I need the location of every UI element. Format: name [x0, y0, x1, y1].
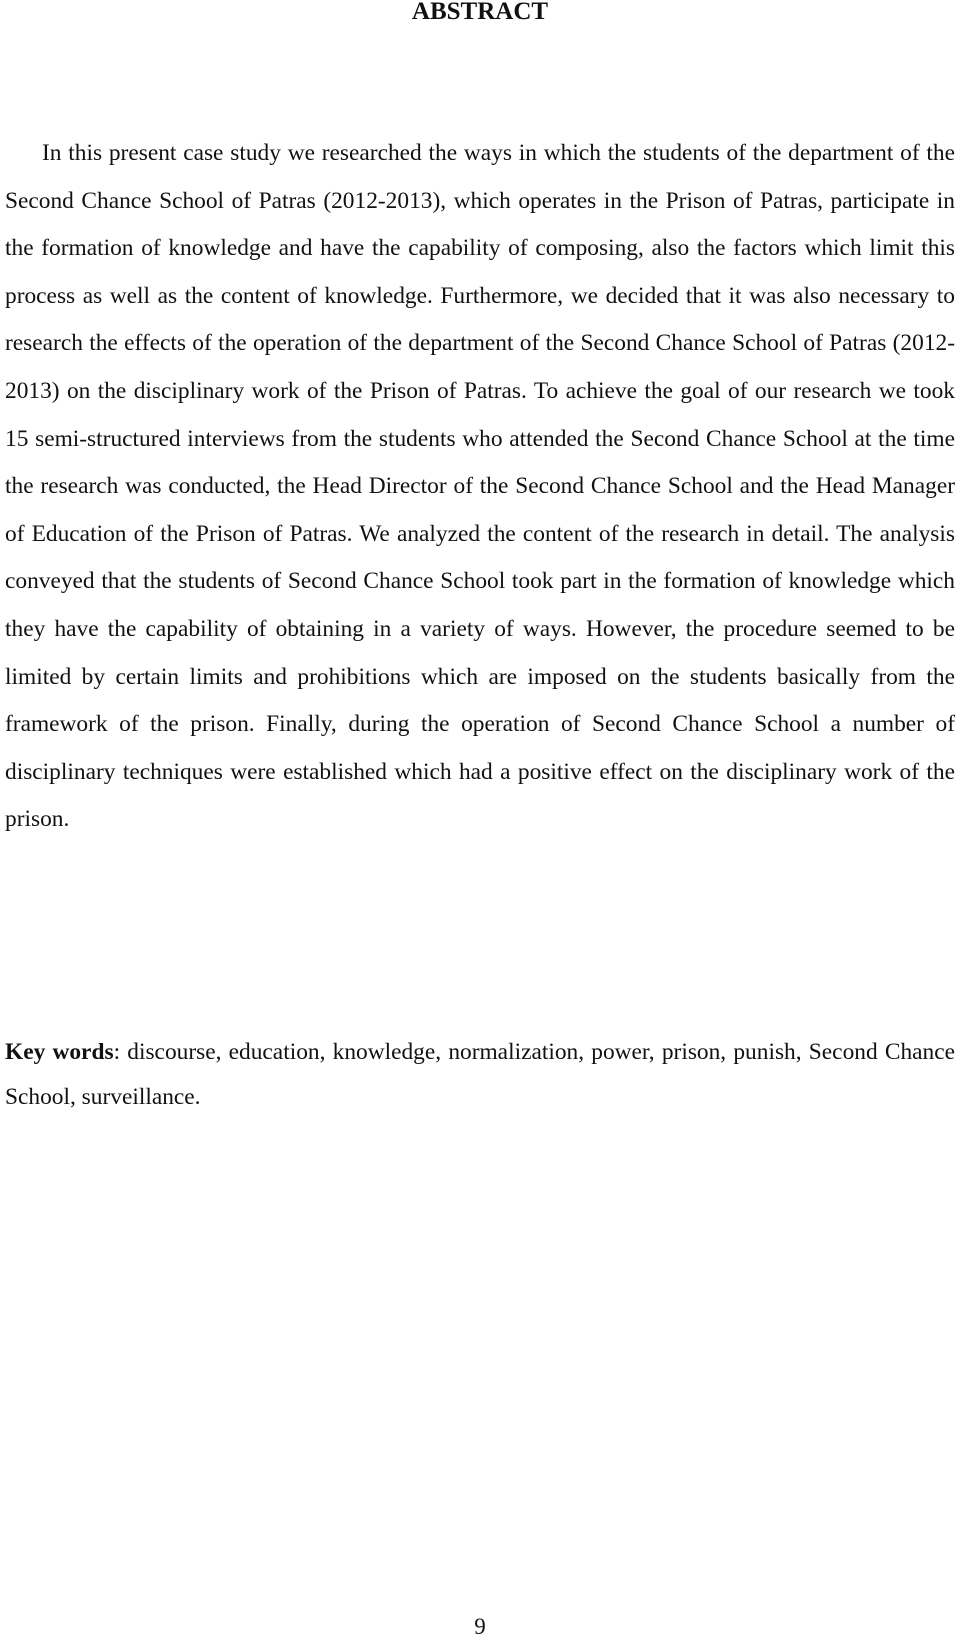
- page-number: 9: [474, 1614, 486, 1639]
- keywords-separator: :: [113, 1039, 121, 1065]
- abstract-paragraph: In this present case study we researched the ways in which the students of the department of the Second Chance School of Patras (2012-2013), which operates in the Prison of Patras, participate in the formation of knowledge and have the capability of composing, also the factors which limit this process as well as the content of knowledge. Furthermore, we decided that it was also necessary to research the effects of the operation of the department of the Second Chance School of Patras (2012-2013) on the disciplinary work of the Prison of Patras. To achieve the goal of our research we took 15 semi-structured interviews from the students who attended the Second Chance School at the time the research was conducted, the Head Director of the Second Chance School and the Head Manager of Education of the Prison of Patras. We analyzed the content of the research in detail. The analysis conveyed that the students of Second Chance School took part in the formation of knowledge which they have the capability of obtaining in a variety of ways. However, the procedure seemed to be limited by certain limits and prohibitions which are imposed on the students basically from the framework of the prison. Finally, during the operation of Second Chance School a number of disciplinary techniques were established which had a positive effect on the disciplinary work of the prison.: [5, 140, 955, 833]
- keywords-paragraph: [5, 1030, 955, 1120]
- abstract-heading: ABSTRACT: [411, 0, 549, 25]
- keywords-list: discourse, education, knowledge, normalization, power, prison, punish, Second Chance School, surveillance.: [5, 1039, 955, 1110]
- keywords-label: Key words: [5, 1039, 114, 1065]
